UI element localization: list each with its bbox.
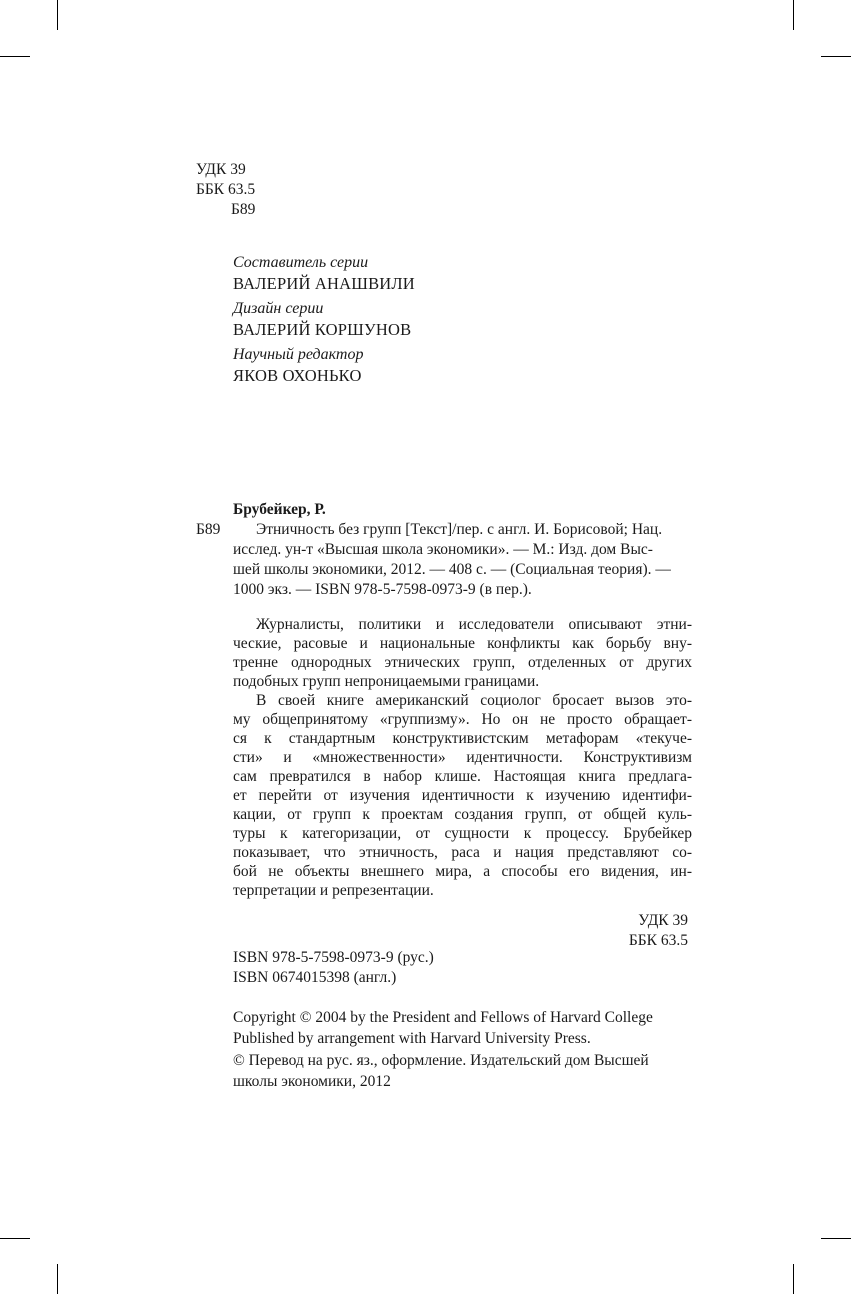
isbn-line: ISBN 0674015398 (англ.): [233, 969, 397, 986]
copyright-line: Copyright © 2004 by the President and Fellows of Harvard College: [233, 1009, 653, 1026]
crop-mark-bottom-right-h: [821, 1238, 851, 1239]
record-line: Этничность без групп [Текст]/пер. с англ. И. Борисовой; Нац.: [256, 521, 663, 538]
classification-codes-top: [196, 160, 255, 220]
bbk-code: ББК 63.5: [196, 181, 256, 198]
annotation-line: подобных групп непроницаемыми границами.: [233, 673, 540, 690]
crop-mark-top-right-h: [821, 56, 851, 57]
annotation-line: терпретации и репрезентации.: [233, 882, 434, 899]
annotation-line: ет перейти от изучения идентичности к изучению идентифи-: [233, 787, 692, 804]
credit-name: ВАЛЕРИЙ КОРШУНОВ: [233, 320, 412, 339]
annotation-line: бой не объекты внешнего мира, а способы его видения, ин-: [233, 863, 692, 880]
copyright-line: Published by arrangement with Harvard University Press.: [233, 1030, 591, 1047]
credit-name: ЯКОВ ОХОНЬКО: [233, 366, 362, 385]
bibliographic-record: [196, 500, 692, 600]
annotation-line: сти» и «множественности» идентичности. Конструктивизм: [233, 749, 692, 766]
annotation: [233, 615, 692, 900]
annotation-line: туры к категоризации, от сущности к процессу. Брубейкер: [233, 825, 692, 842]
copyright-line: школы экономики, 2012: [233, 1073, 391, 1090]
annotation-line: показывает, что этничность, раса и нация представляют со-: [233, 844, 692, 861]
annotation-line: В своей книге американский социолог бросает вызов это-: [256, 692, 692, 709]
annotation-line: ся к стандартным конструктивистским метафорам «текуче-: [233, 730, 692, 747]
credit-role: Научный редактор: [233, 346, 364, 363]
crop-mark-bottom-left-v: [57, 1264, 58, 1294]
credit-role: Составитель серии: [233, 254, 369, 271]
series-credits: [233, 252, 415, 390]
record-author: Брубейкер, Р.: [233, 501, 326, 518]
bbk-code: ББК 63.5: [628, 932, 688, 949]
record-line: шей школы экономики, 2012. — 408 с. — (Социальная теория). —: [233, 561, 671, 578]
isbn-block: [233, 948, 434, 988]
annotation-line: сам превратился в набор клише. Настоящая книга предлага-: [233, 768, 692, 785]
record-line: 1000 экз. — ISBN 978-5-7598-0973-9 (в пер.).: [233, 581, 532, 598]
annotation-line: кации, от групп к проектам создания групп, от общей куль-: [233, 806, 692, 823]
annotation-line: тренне однородных этнических групп, отделенных от других: [233, 654, 692, 671]
crop-mark-bottom-left-h: [0, 1238, 30, 1239]
crop-mark-top-right-v: [793, 0, 794, 30]
classification-codes-bottom: [233, 911, 688, 951]
udk-code: УДК 39: [196, 161, 246, 178]
crop-mark-top-left-h: [0, 56, 30, 57]
isbn-line: ISBN 978-5-7598-0973-9 (рус.): [233, 949, 434, 966]
credit-name: ВАЛЕРИЙ АНАШВИЛИ: [233, 274, 415, 293]
record-code: Б89: [196, 521, 221, 538]
annotation-line: му общепринятому «группизму». Но он не просто обращает-: [233, 711, 692, 728]
crop-mark-top-left-v: [57, 0, 58, 30]
udk-code: УДК 39: [638, 912, 688, 929]
author-mark: Б89: [231, 201, 256, 218]
copyright-block: [233, 1007, 653, 1092]
annotation-line: Журналисты, политики и исследователи описывают этни-: [256, 616, 692, 633]
copyright-line: © Перевод на рус. яз., оформление. Издательский дом Высшей: [233, 1052, 649, 1069]
crop-mark-bottom-right-v: [793, 1264, 794, 1294]
annotation-line: ческие, расовые и национальные конфликты как борьбу вну-: [233, 635, 692, 652]
record-line: исслед. ун-т «Высшая школа экономики». — М.: Изд. дом Выс-: [233, 541, 653, 558]
credit-role: Дизайн серии: [233, 300, 324, 317]
